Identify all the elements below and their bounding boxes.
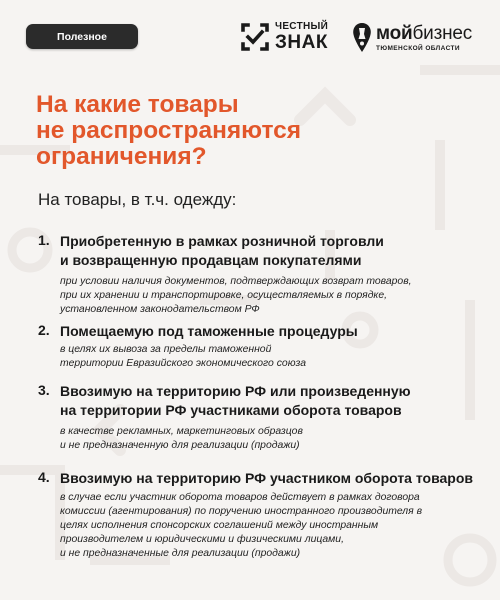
- item-note: в качестве рекламных, маркетинговых образцов и не предназначенную для реализации (продажи): [60, 426, 303, 451]
- chestny-znak-line2: ЗНАК: [275, 32, 328, 53]
- item-heading: Ввозимую на территорию РФ или произведенную на территории РФ участниками оборота товаров: [60, 383, 411, 418]
- list-item: [38, 322, 478, 371]
- moy-biznes-logo: [352, 22, 472, 54]
- title-line: ограничения?: [36, 143, 207, 170]
- item-number: 3.: [38, 382, 50, 398]
- item-number: 1.: [38, 232, 50, 248]
- list-item: [38, 469, 478, 561]
- moy-biznes-sub: ТЮМЕНСКОЙ ОБЛАСТИ: [376, 44, 460, 52]
- page-title: [36, 92, 476, 170]
- item-heading: Помещаемую под таможенные процедуры: [60, 323, 358, 339]
- item-note: в случае если участник оборота товаров действует в рамках договора комиссии (агентирования) по поручению иностранного производителя в целях исполнения спонсорских соглашений между иностранным производителем и юридическими и физическими лицами, и не предназначенные для реализации (продажи): [60, 492, 423, 559]
- list-item: [38, 232, 478, 317]
- item-note: в целях их вывоза за пределы таможенной территории Евразийского экономического союза: [60, 344, 307, 369]
- moy-biznes-bold: мой: [376, 22, 413, 44]
- moy-biznes-regular: бизнес: [412, 22, 473, 44]
- item-heading: Ввозимую на территорию РФ участником оборота товаров: [60, 470, 473, 486]
- chestny-znak-mark-icon: [240, 22, 270, 52]
- item-note: при условии наличия документов, подтверждающих возврат товаров, при их хранении и транспортировке, осуществляемых в порядке, установленном законодательством РФ: [60, 276, 412, 315]
- list-item: [38, 382, 478, 453]
- category-tag: Полезное: [26, 24, 138, 49]
- chestny-znak-line1: ЧЕСТНЫЙ: [275, 21, 329, 32]
- item-number: 4.: [38, 469, 50, 485]
- map-pin-logo-icon: [352, 22, 372, 54]
- chestny-znak-logo: [240, 22, 328, 52]
- item-number: 2.: [38, 322, 50, 338]
- intro-text: На товары, в т.ч. одежду:: [38, 190, 237, 209]
- title-line: На какие товары: [36, 91, 239, 118]
- item-heading: Приобретенную в рамках розничной торговли и возвращенную продавцам покупателями: [60, 233, 384, 268]
- title-line: не распространяются: [36, 117, 302, 144]
